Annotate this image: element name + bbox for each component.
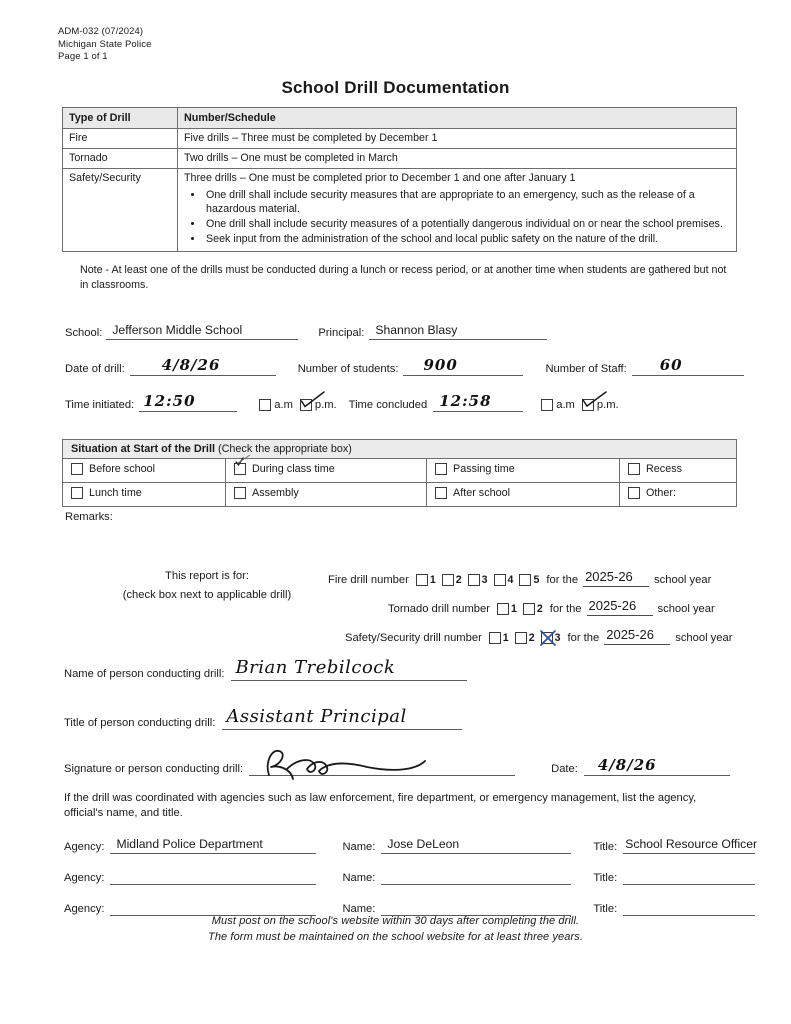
- time-initiated-label: Time initiated:: [65, 399, 135, 411]
- for-the-label: for the: [567, 632, 600, 644]
- situation-option-before-school[interactable]: [71, 463, 155, 475]
- tornado-drill-number-row: [388, 598, 715, 616]
- checkbox-box: [489, 632, 501, 644]
- situation-option-lunch-time[interactable]: [71, 487, 142, 499]
- agency-name-input[interactable]: [381, 836, 571, 854]
- option-number: 2: [528, 632, 535, 644]
- page-number: Page 1 of 1: [58, 51, 108, 63]
- situation-row: [63, 459, 737, 483]
- school-year-label: school year: [654, 574, 712, 586]
- drill-schedule-cell: Five drills – Three must be completed by December 1: [178, 129, 737, 149]
- checkbox-box: [523, 603, 535, 615]
- pm-label: p.m.: [596, 399, 619, 411]
- report-for-line1: This report is for:: [165, 570, 249, 582]
- page-title: School Drill Documentation: [281, 78, 510, 97]
- signature-date-label: Date:: [551, 763, 578, 775]
- form-metadata: [58, 26, 151, 64]
- agency-title-input[interactable]: [623, 836, 758, 854]
- conductor-signature-row: [64, 758, 730, 776]
- principal-input[interactable]: [369, 322, 547, 340]
- situation-row: [63, 483, 737, 507]
- agency-input[interactable]: [110, 867, 316, 885]
- situation-cell[interactable]: [427, 483, 620, 507]
- tornado-drill-option-1[interactable]: [497, 603, 517, 615]
- fire-drill-label: Fire drill number: [328, 574, 409, 586]
- checkbox-box: [468, 574, 480, 586]
- situation-cell[interactable]: [620, 483, 737, 507]
- date-of-drill-input[interactable]: [130, 358, 276, 376]
- checkbox-box: [541, 632, 553, 644]
- checkbox-box: [515, 632, 527, 644]
- situation-at-start-table: [62, 439, 737, 507]
- conductor-signature-input[interactable]: [249, 758, 515, 776]
- situation-option-during-class-time[interactable]: [234, 463, 335, 475]
- situation-cell[interactable]: [63, 483, 226, 507]
- option-label: Recess: [646, 463, 683, 475]
- checkbox-box: [519, 574, 531, 586]
- option-number: 2: [536, 603, 543, 615]
- agency-title-label: Title:: [593, 841, 618, 853]
- am-label: a.m: [556, 399, 575, 411]
- drill-schedule-table: [62, 107, 737, 252]
- option-label: Passing time: [453, 463, 515, 475]
- report-for-line2: (check box next to applicable drill): [122, 589, 292, 601]
- situation-option-passing-time[interactable]: [435, 463, 515, 475]
- option-label: Lunch time: [89, 487, 142, 499]
- agency-name-label: Name:: [342, 841, 376, 853]
- checkbox-box: [628, 463, 640, 475]
- tornado-drill-label: Tornado drill number: [388, 603, 490, 615]
- safety-security-drill-number-row: [345, 627, 732, 645]
- checkbox-box: [628, 487, 640, 499]
- conductor-title-input[interactable]: [222, 706, 462, 730]
- checkbox-box: [435, 487, 447, 499]
- option-number: 3: [554, 632, 561, 644]
- list-item: • One drill shall include security measures that are appropriate to an emergency, such as the release of a hazardous material.: [204, 188, 731, 216]
- conductor-title-label: Title of person conducting drill:: [64, 717, 216, 729]
- principal-label: Principal:: [318, 327, 365, 339]
- checkbox-box: [71, 487, 83, 499]
- situation-cell[interactable]: [226, 483, 427, 507]
- safety-drill-option-1[interactable]: [489, 632, 509, 644]
- drill-schedule-cell: Two drills – One must be completed in March: [178, 149, 737, 169]
- students-input[interactable]: [403, 358, 523, 376]
- checkbox-box: [259, 399, 271, 411]
- date-of-drill-value: 4/8/26: [161, 356, 221, 374]
- date-of-drill-label: Date of drill:: [65, 363, 125, 375]
- checkbox-box: [541, 399, 553, 411]
- fire-drill-option-2[interactable]: [442, 574, 462, 586]
- table-header-row: [63, 108, 737, 129]
- option-label: Before school: [89, 463, 156, 475]
- agency-name-value: Jose DeLeon: [387, 837, 460, 851]
- time-initiated-value: 12:50: [143, 392, 196, 410]
- report-for-block: [82, 567, 332, 605]
- table-row: [63, 149, 737, 169]
- footer-line-1: Must post on the school's website within 30 days after completing the drill.: [211, 915, 580, 927]
- drill-stats-row: [65, 358, 744, 376]
- column-header-schedule: Number/Schedule: [178, 108, 737, 129]
- situation-option-after-school[interactable]: [435, 487, 510, 499]
- agency-title-label: Title:: [593, 903, 618, 915]
- checkbox-box: [582, 399, 594, 411]
- option-number: 1: [429, 574, 436, 586]
- situation-title-row: [63, 440, 737, 459]
- conductor-title-row: [64, 706, 462, 730]
- footer-note: [0, 914, 791, 945]
- option-number: 3: [481, 574, 488, 586]
- option-label: Other:: [646, 487, 677, 499]
- situation-title-rest: (Check the appropriate box): [218, 443, 352, 455]
- agency-row: [64, 836, 758, 854]
- agency-label: Agency:: [64, 903, 105, 915]
- option-number: 5: [533, 574, 540, 586]
- fire-drill-option-1[interactable]: [416, 574, 436, 586]
- fire-drill-school-year-input[interactable]: [583, 569, 649, 587]
- situation-cell[interactable]: [620, 459, 737, 483]
- checkbox-box: [442, 574, 454, 586]
- conductor-name-value: Brian Trebilcock: [235, 657, 396, 678]
- signature-date-value: 4/8/26: [597, 756, 657, 774]
- agency-name-input[interactable]: [381, 867, 571, 885]
- agency-title-value: School Resource Officer: [625, 837, 758, 851]
- time-concluded-value: 12:58: [439, 392, 492, 410]
- schedule-text: Three drills – One must be completed prior to December 1 and one after January 1: [184, 172, 576, 184]
- tornado-drill-school-year-value: 2025-26: [588, 598, 637, 613]
- situation-cell[interactable]: [226, 459, 427, 483]
- fire-drill-option-3[interactable]: [468, 574, 488, 586]
- fire-drill-school-year-value: 2025-26: [585, 569, 633, 584]
- agency-title-input[interactable]: [623, 867, 755, 885]
- agency-name-label: Name:: [342, 903, 376, 915]
- safety-drill-option-2[interactable]: [515, 632, 535, 644]
- situation-cell[interactable]: [427, 459, 620, 483]
- situation-title-bold: Situation at Start of the Drill: [71, 443, 216, 455]
- drill-note: Note - At least one of the drills must be conducted during a lunch or recess period, or at another time when students are gathered but not in classrooms.: [80, 264, 727, 291]
- situation-title-cell: [63, 440, 737, 459]
- agency-title-label: Title:: [593, 872, 618, 884]
- staff-label: Number of Staff:: [545, 363, 627, 375]
- principal-value: Shannon Blasy: [375, 323, 458, 337]
- safety-drill-option-3[interactable]: [541, 632, 561, 644]
- fire-drill-number-options: [409, 574, 547, 587]
- issuing-agency: Michigan State Police: [58, 38, 152, 50]
- schedule-bullet-list: [184, 188, 731, 246]
- option-number: 4: [507, 574, 514, 586]
- agency-label: Agency:: [64, 872, 105, 884]
- safety-drill-school-year-input[interactable]: [604, 627, 670, 645]
- students-value: 900: [423, 356, 458, 374]
- fire-drill-option-4[interactable]: [494, 574, 514, 586]
- school-year-label: school year: [675, 632, 733, 644]
- option-number: 1: [502, 632, 509, 644]
- column-header-type: Type of Drill: [63, 108, 178, 129]
- staff-value: 60: [659, 356, 683, 374]
- time-concluded-label: Time concluded: [348, 399, 428, 411]
- checkbox-box: [494, 574, 506, 586]
- safety-drill-school-year-value: 2025-26: [606, 627, 654, 642]
- agency-label: Agency:: [64, 841, 105, 853]
- tornado-drill-school-year-input[interactable]: [587, 598, 653, 616]
- agency-input[interactable]: [110, 836, 316, 854]
- drill-type-cell: Tornado: [63, 149, 178, 169]
- signature-mark: [257, 745, 487, 781]
- safety-security-drill-label: Safety/Security drill number: [345, 632, 482, 644]
- students-label: Number of students:: [297, 363, 399, 375]
- agency-value: Midland Police Department: [116, 837, 263, 851]
- situation-option-recess[interactable]: [628, 463, 682, 475]
- checkbox-box: [497, 603, 509, 615]
- list-item: • Seek input from the administration of the school and local public safety on the nature of the drill.: [204, 232, 731, 246]
- coordination-instructions: If the drill was coordinated with agencies such as law enforcement, fire department, or emergency management, list the agency, official's name, and title.: [64, 792, 697, 819]
- school-principal-row: [65, 322, 547, 340]
- time-concluded-am-checkbox[interactable]: [541, 399, 575, 412]
- safety-security-drill-number-options: [482, 632, 568, 645]
- school-label: School:: [65, 327, 103, 339]
- agency-row: [64, 867, 755, 885]
- conductor-name-row: [64, 657, 467, 681]
- conductor-name-label: Name of person conducting drill:: [64, 668, 225, 680]
- checkbox-box: [435, 463, 447, 475]
- drill-type-cell: Fire: [63, 129, 178, 149]
- table-row: [63, 129, 737, 149]
- footer-line-2: The form must be maintained on the school website for at least three years.: [208, 930, 583, 943]
- time-concluded-input[interactable]: [433, 394, 523, 412]
- fire-drill-option-5[interactable]: [519, 574, 539, 586]
- situation-option-other[interactable]: [628, 487, 676, 499]
- option-label: After school: [453, 487, 511, 499]
- option-label: During class time: [252, 463, 335, 475]
- table-row: [63, 169, 737, 252]
- school-value: Jefferson Middle School: [112, 323, 243, 337]
- time-initiated-am-checkbox[interactable]: [259, 399, 293, 412]
- agency-name-label: Name:: [342, 872, 376, 884]
- situation-option-assembly[interactable]: [234, 487, 299, 499]
- option-number: 1: [510, 603, 517, 615]
- pm-label: p.m.: [314, 399, 337, 411]
- situation-cell[interactable]: [63, 459, 226, 483]
- for-the-label: for the: [546, 574, 579, 586]
- am-label: a.m: [274, 399, 293, 411]
- list-item: • One drill shall include security measures of a potentially dangerous individual on or near the school premises.: [204, 217, 731, 231]
- checkbox-box: [234, 487, 246, 499]
- time-initiated-pm-checkbox[interactable]: [300, 399, 337, 412]
- signature-date-input[interactable]: [584, 758, 730, 776]
- form-id: ADM-032 (07/2024): [58, 26, 144, 37]
- time-initiated-input[interactable]: [139, 394, 237, 412]
- staff-input[interactable]: [632, 358, 744, 376]
- time-row: [65, 394, 619, 412]
- conductor-signature-label: Signature or person conducting drill:: [64, 763, 244, 775]
- time-concluded-pm-checkbox[interactable]: [582, 399, 619, 412]
- remarks-label: Remarks:: [65, 511, 113, 523]
- for-the-label: for the: [549, 603, 582, 615]
- option-label: Assembly: [252, 487, 299, 499]
- fire-drill-number-row: [328, 569, 711, 587]
- checkbox-box: [71, 463, 83, 475]
- checkbox-box: [234, 463, 246, 475]
- conductor-name-input[interactable]: [231, 657, 467, 681]
- checkbox-box: [300, 399, 312, 411]
- tornado-drill-number-options: [490, 603, 550, 616]
- school-year-label: school year: [657, 603, 715, 615]
- school-input[interactable]: [106, 322, 298, 340]
- drill-type-cell: Safety/Security: [63, 169, 178, 252]
- drill-schedule-cell: [178, 169, 737, 252]
- conductor-title-value: Assistant Principal: [226, 706, 407, 727]
- tornado-drill-option-2[interactable]: [523, 603, 543, 615]
- option-number: 2: [455, 574, 462, 586]
- x-mark-icon: [540, 630, 556, 646]
- checkbox-box: [416, 574, 428, 586]
